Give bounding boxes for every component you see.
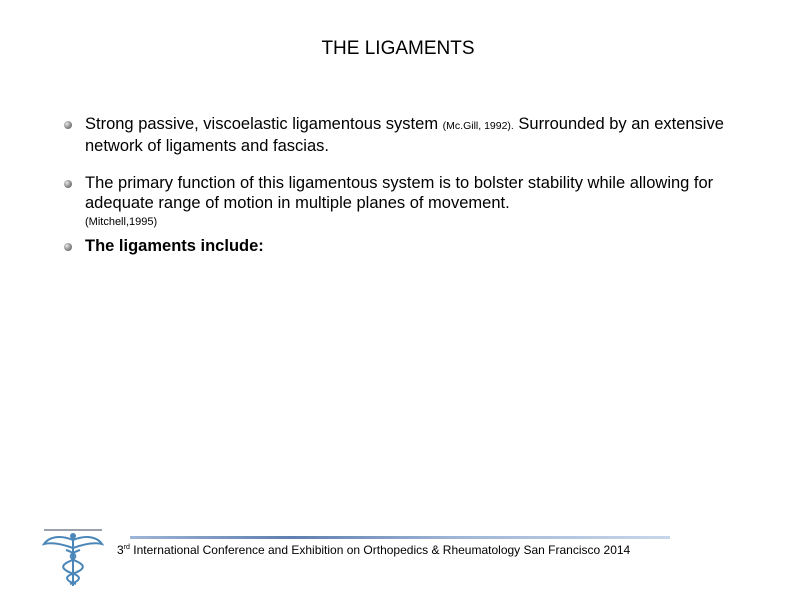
bullet-1 — [85, 114, 725, 156]
footer-text: International Conference and Exhibition on Orthopedics & Rheumatology San Francisco 2014 — [129, 543, 631, 557]
slide-title: THE LIGAMENTS — [321, 38, 475, 59]
footer-ordinal-number: 3 — [117, 543, 124, 557]
bullet-dot-icon — [64, 180, 72, 188]
footer-conference-text — [117, 543, 630, 557]
caduceus-icon — [38, 526, 108, 588]
bullet-dot-icon — [64, 121, 72, 129]
bullet-dot-icon — [64, 243, 72, 251]
bullet-1-text-a: Strong passive, viscoelastic ligamentous system — [85, 115, 443, 133]
bullet-1-citation: (Mc.Gill, 1992). — [442, 120, 514, 132]
bullet-2-citation: (Mitchell,1995) — [85, 216, 158, 228]
bullet-3 — [85, 236, 725, 256]
bullet-2 — [85, 173, 725, 229]
footer-divider — [130, 536, 670, 539]
bullet-3-text: The ligaments include: — [85, 237, 264, 255]
bullet-2-text: The primary function of this ligamentous system is to bolster stability while allowing for adequate range of motion in multiple planes of movement. — [85, 174, 714, 212]
bullet-1-text-b: Surrounded by an extensive network of ligaments and fascias. — [85, 115, 724, 155]
footer-ordinal-suffix: rd — [123, 544, 130, 551]
